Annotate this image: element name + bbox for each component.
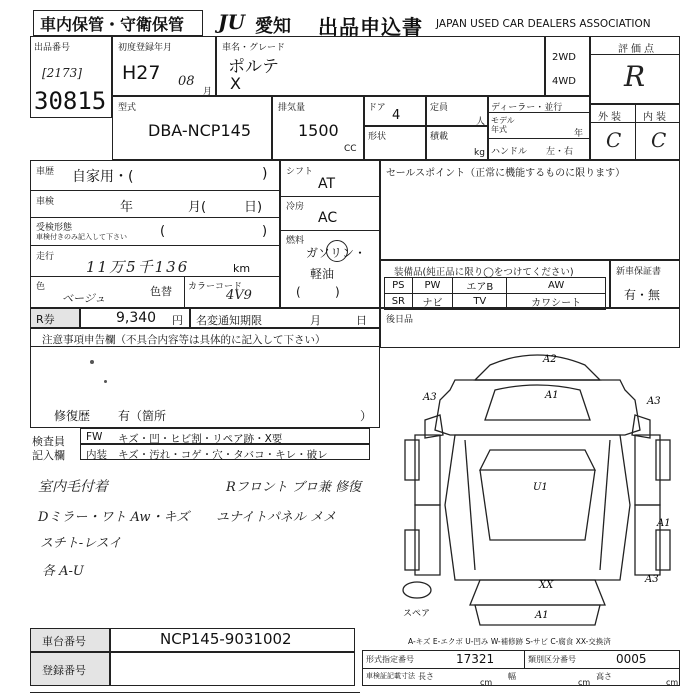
length-unit: cm <box>480 678 493 687</box>
code-xx: XX <box>539 580 554 591</box>
mileage-value: 11万5千136 <box>86 258 190 276</box>
int-grade: C <box>651 128 667 152</box>
regno-label: 登録番号 <box>42 664 86 677</box>
door-value: 4 <box>392 108 401 123</box>
height-unit: cm <box>666 678 679 687</box>
drive-4wd: 4WD <box>552 76 576 87</box>
reg-year: H27 <box>122 62 161 84</box>
color-value: ベージュ <box>62 292 106 305</box>
receipt-close: ) <box>262 224 268 239</box>
load-unit: kg <box>474 148 485 158</box>
association-name: JAPAN USED CAR DEALERS ASSOCIATION <box>436 18 651 30</box>
sales-label: セールスポイント（正常に機能するものに限ります） <box>386 168 626 179</box>
length-label: 長さ <box>418 672 434 681</box>
receipt-open: ( <box>160 224 166 239</box>
door-label: ドア <box>368 103 386 113</box>
fuel-label: 燃料 <box>286 236 305 246</box>
tax-month: 月 <box>310 314 321 327</box>
color-label: 色 <box>36 282 46 292</box>
notes-specks <box>90 360 94 364</box>
inspector-label2: 記入欄 <box>32 449 65 462</box>
code-u1: U1 <box>533 482 548 493</box>
handle-label: ハンドル <box>491 147 528 157</box>
inspection-year: 年 <box>120 200 134 215</box>
code-a3-top-right: A3 <box>647 396 661 407</box>
disp-unit: CC <box>344 144 357 154</box>
height-label: 高さ <box>596 672 612 681</box>
car-name: ポルテ <box>228 57 279 77</box>
equip-tv: TV <box>453 294 507 310</box>
hw-note-2: Dミラー・ワト Aw・キズ <box>38 510 190 525</box>
notes-specks-2 <box>104 380 107 383</box>
inspection-day: 日) <box>244 200 263 215</box>
inspection-month: 月( <box>188 200 207 215</box>
equip-leather: カワシート <box>507 294 606 310</box>
model-year-label: モデル年式 <box>491 116 515 134</box>
region-name: 愛知 <box>255 16 291 37</box>
ju-logo-text: JU <box>218 10 245 34</box>
code-a3-left: A3 <box>423 392 437 403</box>
storage-type: 車内保管・守衛保管 <box>40 15 185 34</box>
ac-value: AC <box>318 210 338 226</box>
model-value: DBA-NCP145 <box>148 121 251 140</box>
dims-label: 車検証記載寸法 <box>366 672 415 680</box>
class-no: 0005 <box>616 652 647 666</box>
rating-label: 評価点 <box>618 44 657 55</box>
recycle-unit: 円 <box>172 314 183 327</box>
inspector-label1: 検査員 <box>32 435 65 448</box>
inspection-label: 車検 <box>36 197 55 207</box>
lot-number: 30815 <box>34 87 107 115</box>
history-value: 自家用・( <box>72 169 134 185</box>
notes-label: 注意事項申告欄（不具合内容等は具体的に記入して下さい） <box>42 334 326 346</box>
receipt-note: 車検付きのみ記入して下さい <box>36 233 127 241</box>
hw-note-1: 室内毛付着 <box>38 479 108 495</box>
chassis-label: 車台番号 <box>42 635 86 648</box>
drive-box <box>545 36 590 96</box>
code-a1-top: A1 <box>545 390 559 401</box>
int-items: キズ・汚れ・コゲ・穴・タバコ・キレ・破レ <box>118 449 328 461</box>
tax-label: 名変通知期限 <box>196 314 262 327</box>
disp-label: 排気量 <box>278 103 306 113</box>
model-year-unit: 年 <box>574 129 584 139</box>
dealer-label: ディーラー・並行 <box>491 103 563 113</box>
class-label: 類別区分番号 <box>528 655 576 664</box>
color-code: 4V9 <box>226 288 252 303</box>
equipment-table <box>384 277 606 310</box>
warranty-label: 新車保証書 <box>616 267 662 277</box>
code-a1-right: A1 <box>657 518 671 529</box>
form-title: 出品申込書 <box>318 15 423 39</box>
reg-month: 08 <box>178 74 195 89</box>
hw-note-3: スチト-レスイ <box>40 536 122 551</box>
shape-label: 形状 <box>368 132 387 142</box>
repair-value: 有（箇所 <box>118 409 167 423</box>
warranty-opts: 有・無 <box>624 288 661 302</box>
rear-label: 後日品 <box>386 315 414 325</box>
hw-note-r1: Rフロント ブロ兼 修復 <box>226 480 362 495</box>
car-damage-diagram <box>395 340 680 630</box>
lot-label: 出品番号 <box>34 43 71 53</box>
spare-label: スペア <box>403 609 431 619</box>
color-code-label: カラーコード <box>188 282 243 292</box>
code-a1-rear: A1 <box>535 610 549 621</box>
history-label: 車歴 <box>36 167 55 177</box>
rating-value: R <box>624 60 646 93</box>
repair-label: 修復歴 <box>54 409 91 423</box>
int-label-row: 内装 <box>86 449 107 461</box>
car-grade: X <box>230 74 241 93</box>
bottom-strip <box>30 692 360 693</box>
fuel-other: ( ) <box>296 285 340 299</box>
reg-month-unit: 月 <box>203 87 213 97</box>
ext-grade: C <box>606 128 622 152</box>
drive-2wd: 2WD <box>552 52 576 63</box>
cap-unit: 人 <box>476 117 486 127</box>
load-label: 積載 <box>430 132 449 142</box>
handle-opts: 左・右 <box>546 147 574 157</box>
equip-label: 装備品(純正品に限り◯をつけてください) <box>394 267 574 278</box>
model-label: 型式 <box>118 103 137 113</box>
color-change-label: 色替 <box>150 285 172 298</box>
fw-label: FW <box>86 431 103 443</box>
receipt-label: 受検形態 <box>36 223 73 233</box>
history-close: ) <box>262 166 268 182</box>
equip-ps: PS <box>385 278 413 294</box>
disp-value: 1500 <box>298 121 339 140</box>
lot-bracket: [2173] <box>42 66 82 80</box>
cap-label: 定員 <box>430 103 449 113</box>
equip-sr: SR <box>385 294 413 310</box>
recycle-label: R券 <box>36 313 55 326</box>
code-a3-right: A3 <box>645 574 659 585</box>
hw-note-4: 各 A-U <box>42 564 84 579</box>
fw-items: キズ・凹・ヒビ割・リペア跡・X要 <box>118 433 283 445</box>
type-no-label: 形式指定番号 <box>366 655 414 664</box>
ju-logo <box>218 10 245 34</box>
code-a2: A2 <box>543 354 557 365</box>
gasoline-circle <box>326 240 348 262</box>
reg-label: 初度登録年月 <box>118 43 173 53</box>
type-no: 17321 <box>456 652 495 666</box>
equip-airbag: エアB <box>453 278 507 294</box>
ac-label: 冷房 <box>286 202 305 212</box>
ext-label: 外装 <box>598 112 624 123</box>
damage-legend: A-キズ E-エクボ U-凹み W-補修跡 S-サビ C-腐食 XX-交換済 <box>408 637 611 646</box>
chassis-value: NCP145-9031002 <box>160 630 292 648</box>
car-label: 車名・グレード <box>222 43 286 53</box>
int-label: 内装 <box>643 112 669 123</box>
hw-note-r2: ユナイトパネル メメ <box>216 510 336 525</box>
shift-value: AT <box>318 176 336 192</box>
width-label: 幅 <box>508 672 516 681</box>
equip-navi: ナビ <box>412 294 453 310</box>
fuel-diesel: 軽油 <box>310 267 335 281</box>
fuel-gasoline: ガソリン・ <box>306 246 367 260</box>
mileage-unit: km <box>233 262 251 275</box>
shift-label: シフト <box>286 167 314 177</box>
width-unit: cm <box>578 678 591 687</box>
tax-day: 日 <box>356 314 367 327</box>
mileage-label: 走行 <box>36 252 55 262</box>
regno-box <box>110 652 355 686</box>
recycle-value: 9,340 <box>116 310 157 326</box>
equip-aw: AW <box>507 278 606 294</box>
repair-close: ） <box>360 409 373 423</box>
equip-pw: PW <box>412 278 453 294</box>
